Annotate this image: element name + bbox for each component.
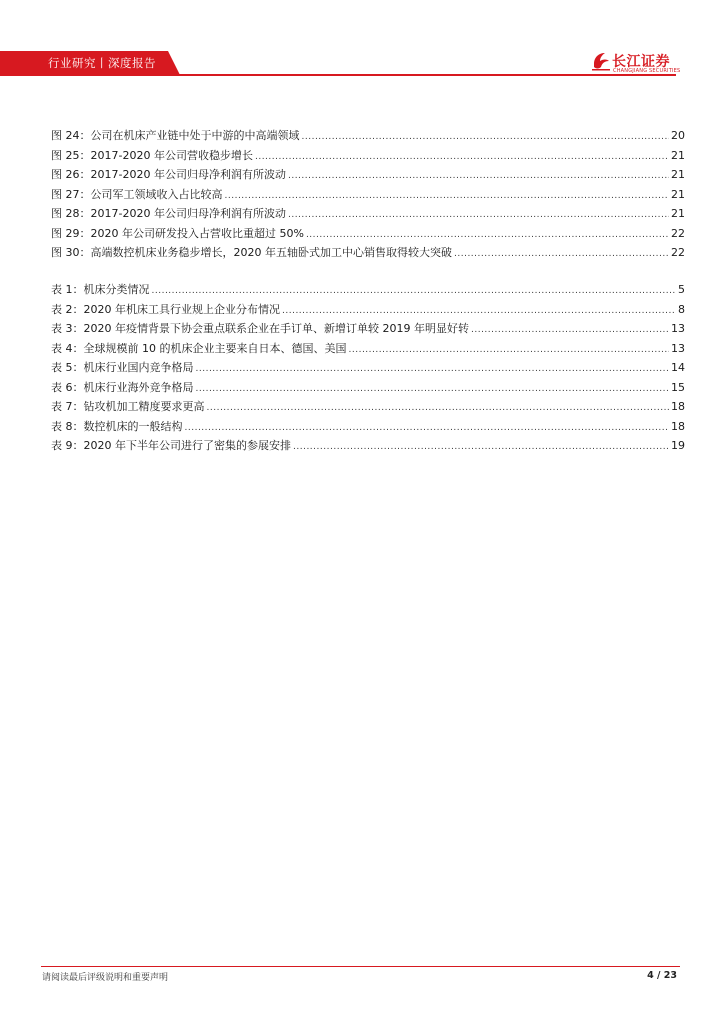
entry-label: 图 25：	[51, 148, 91, 162]
dot-leader	[293, 438, 669, 458]
logo-english-name: CHANGJIANG SECURITIES	[613, 68, 681, 74]
header-section-label: 行业研究丨深度报告	[48, 56, 156, 70]
entry-page: 21	[671, 187, 685, 201]
dot-leader	[255, 148, 669, 168]
dot-leader	[454, 245, 669, 265]
entry-page: 22	[671, 246, 685, 259]
toc-entry-figure-26[interactable]	[51, 165, 685, 185]
toc-entry-table-6[interactable]	[51, 378, 685, 398]
dot-leader	[225, 187, 670, 207]
entry-label: 图 30：	[51, 246, 91, 259]
toc-entry-figure-30[interactable]	[51, 243, 685, 263]
entry-label: 图 27：	[51, 187, 91, 201]
dot-leader	[196, 380, 670, 400]
entry-label: 图 26：	[51, 168, 91, 181]
entry-page: 18	[671, 400, 685, 413]
entry-label: 表 7：	[51, 400, 84, 413]
entry-label: 图 28：	[51, 207, 91, 220]
entry-label: 表 5：	[51, 361, 84, 374]
entry-title: 机床行业国内竞争格局	[83, 361, 194, 374]
entry-page: 18	[671, 419, 685, 433]
toc-entry-figure-27[interactable]	[51, 185, 685, 205]
entry-title: 公司在机床产业链中处于中游的中高端领域	[90, 129, 300, 142]
entry-title: 高端数控机床业务稳步增长，2020 年五轴卧式加工中心销售取得较大突破	[90, 246, 452, 259]
toc-entry-table-9[interactable]	[51, 436, 685, 456]
table-index	[51, 280, 685, 456]
dot-leader	[288, 167, 669, 187]
entry-title: 机床行业海外竞争格局	[83, 380, 194, 394]
entry-label: 表 6：	[51, 380, 84, 394]
entry-label: 表 4：	[51, 341, 84, 355]
figure-index	[51, 126, 685, 263]
logo-chinese-name: 长江证券	[612, 54, 670, 70]
entry-label: 表 1：	[51, 283, 84, 296]
toc-entry-table-5[interactable]	[51, 358, 685, 378]
toc-entry-table-7[interactable]	[51, 397, 685, 417]
entry-title: 机床分类情况	[83, 283, 150, 296]
changjiang-logo-icon	[590, 50, 612, 72]
toc-entry-table-1[interactable]	[51, 280, 685, 300]
entry-page: 13	[671, 341, 685, 355]
toc-entry-figure-29[interactable]	[51, 224, 685, 244]
entry-title: 2020 年公司研发投入占营收比重超过 50%	[90, 226, 304, 240]
entry-title: 钻攻机加工精度要求更高	[83, 400, 205, 413]
footer-disclaimer: 请阅读最后评级说明和重要声明	[42, 973, 169, 983]
entry-label: 表 3：	[51, 322, 84, 335]
entry-label: 图 24：	[51, 129, 91, 142]
toc-entry-table-4[interactable]	[51, 339, 685, 359]
entry-title: 2017-2020 年公司营收稳步增长	[90, 148, 253, 162]
entry-label: 图 29：	[51, 226, 91, 240]
entry-title: 数控机床的一般结构	[83, 419, 183, 433]
entry-page: 14	[671, 361, 685, 374]
dot-leader	[471, 321, 669, 341]
entry-label: 表 2：	[51, 302, 84, 316]
entry-label: 表 9：	[51, 439, 84, 452]
entry-label: 表 8：	[51, 419, 84, 433]
toc-entry-figure-28[interactable]	[51, 204, 685, 224]
entry-page: 19	[671, 439, 685, 452]
entry-page: 15	[671, 380, 685, 394]
entry-title: 2017-2020 年公司归母净利润有所波动	[90, 168, 286, 181]
entry-page: 21	[671, 148, 685, 162]
toc-entry-figure-25[interactable]	[51, 146, 685, 166]
toc-entry-figure-24[interactable]	[51, 126, 685, 146]
company-logo	[590, 50, 680, 76]
toc-entry-table-2[interactable]	[51, 300, 685, 320]
entry-page: 20	[671, 129, 685, 142]
dot-leader	[302, 128, 670, 148]
toc-entry-table-8[interactable]	[51, 417, 685, 437]
footer-divider	[41, 966, 680, 967]
toc-entry-table-3[interactable]	[51, 319, 685, 339]
entry-title: 2017-2020 年公司归母净利润有所波动	[90, 207, 286, 220]
entry-page: 8	[678, 302, 685, 316]
entry-title: 公司军工领域收入占比较高	[90, 187, 223, 201]
entry-title: 2020 年机床工具行业规上企业分布情况	[83, 302, 280, 316]
entry-page: 5	[678, 283, 685, 296]
entry-page: 13	[671, 322, 685, 335]
entry-page: 22	[671, 226, 685, 240]
page-number: 4 / 23	[647, 970, 677, 981]
entry-page: 21	[671, 168, 685, 181]
entry-page: 21	[671, 207, 685, 220]
entry-title: 2020 年下半年公司进行了密集的参展安排	[83, 439, 291, 452]
entry-title: 全球规模前 10 的机床企业主要来自日本、德国、美国	[83, 341, 347, 355]
dot-leader	[207, 399, 670, 419]
dot-leader	[288, 206, 669, 226]
entry-title: 2020 年疫情背景下协会重点联系企业在手订单、新增订单较 2019 年明显好转	[83, 322, 469, 335]
header-divider	[0, 74, 676, 76]
dot-leader	[196, 360, 670, 380]
dot-leader	[349, 341, 670, 361]
